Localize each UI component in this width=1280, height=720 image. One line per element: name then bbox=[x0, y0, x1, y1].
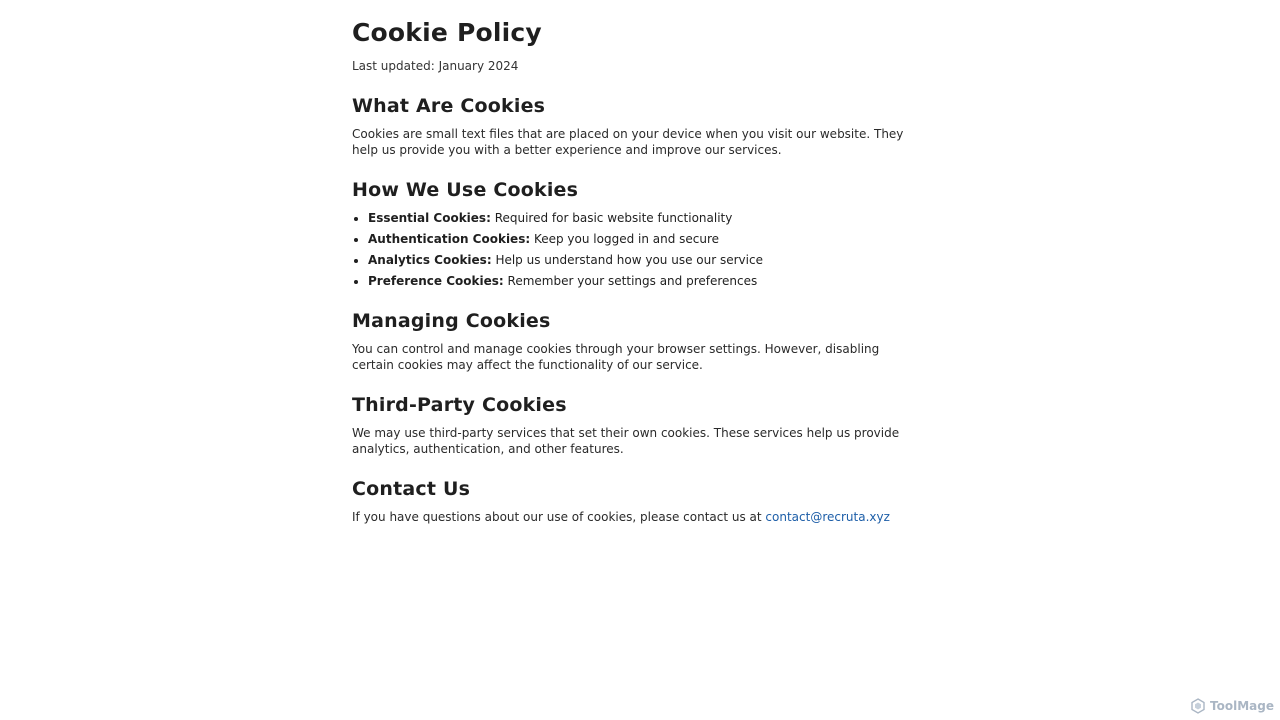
section-body-contact-us bbox=[352, 509, 922, 525]
page-title: Cookie Policy bbox=[352, 18, 542, 47]
watermark bbox=[1190, 698, 1274, 714]
section-body-third-party-cookies: We may use third-party services that set their own cookies. These services help us provide analytics, authentication, and other features. bbox=[352, 426, 900, 456]
section-heading-third-party-cookies: Third-Party Cookies bbox=[352, 394, 567, 416]
list-item bbox=[368, 210, 922, 226]
list-item-text: Keep you logged in and secure bbox=[530, 232, 720, 246]
cookie-types-list bbox=[352, 210, 922, 289]
list-item bbox=[368, 252, 922, 268]
section-heading-managing-cookies: Managing Cookies bbox=[352, 310, 551, 332]
section-heading-how-we-use-cookies: How We Use Cookies bbox=[352, 179, 579, 201]
list-item-label: Analytics Cookies: bbox=[368, 253, 492, 267]
list-item bbox=[368, 273, 922, 289]
section-heading-what-are-cookies: What Are Cookies bbox=[352, 95, 546, 117]
section-heading-contact-us: Contact Us bbox=[352, 478, 471, 500]
section-body-what-are-cookies: Cookies are small text files that are placed on your device when you visit our website. They help us provide you with a better experience and improve our services. bbox=[352, 127, 904, 157]
list-item-text: Help us understand how you use our service bbox=[491, 253, 763, 267]
toolmage-logo-icon bbox=[1190, 698, 1206, 714]
contact-email-link[interactable]: contact@recruta.xyz bbox=[765, 510, 890, 524]
watermark-label: ToolMage bbox=[1210, 699, 1274, 713]
contact-text: If you have questions about our use of cookies, please contact us at bbox=[352, 510, 766, 524]
list-item-text: Required for basic website functionality bbox=[490, 211, 733, 225]
list-item-label: Authentication Cookies: bbox=[368, 232, 531, 246]
list-item-text: Remember your settings and preferences bbox=[503, 274, 758, 288]
list-item-label: Essential Cookies: bbox=[368, 211, 491, 225]
section-body-managing-cookies: You can control and manage cookies through your browser settings. However, disabling certain cookies may affect the functionality of our service. bbox=[352, 342, 880, 372]
list-item bbox=[368, 231, 922, 247]
policy-content bbox=[352, 16, 922, 525]
last-updated: Last updated: January 2024 bbox=[352, 59, 519, 73]
list-item-label: Preference Cookies: bbox=[368, 274, 504, 288]
